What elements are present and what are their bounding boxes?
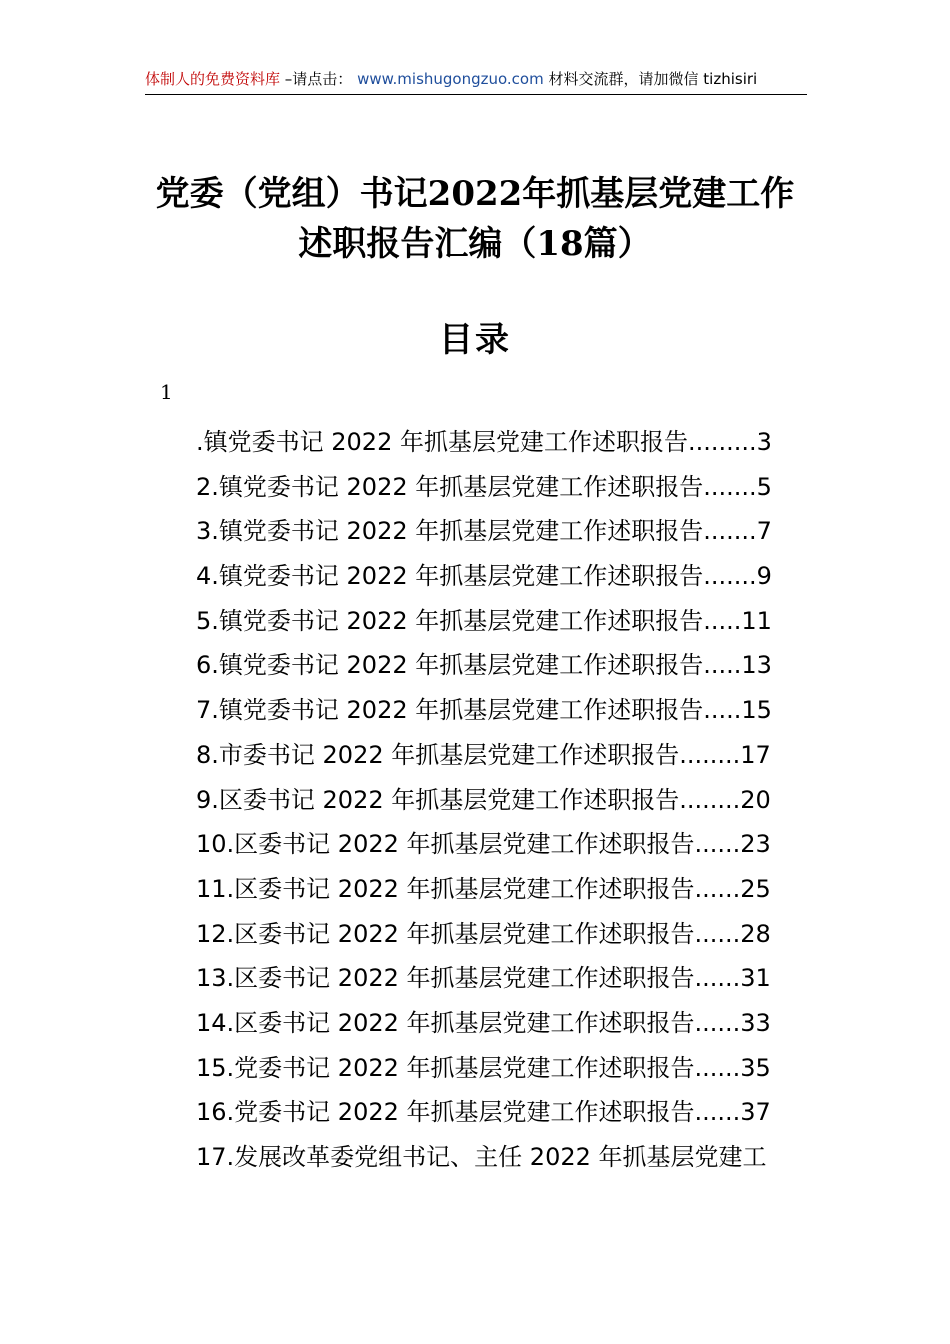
toc-item[interactable]: 13.区委书记 2022 年抓基层党建工作述职报告......31 bbox=[196, 964, 771, 993]
page-header bbox=[145, 68, 807, 95]
toc-item[interactable]: .镇党委书记 2022 年抓基层党建工作述职报告.........3 bbox=[196, 428, 772, 456]
table-of-contents bbox=[196, 420, 808, 1180]
toc-item[interactable]: 3.镇党委书记 2022 年抓基层党建工作述职报告.......7 bbox=[196, 517, 772, 546]
header-url-link[interactable]: www.mishugongzuo.com bbox=[357, 70, 544, 88]
document-title-line1: 党委（党组）书记2022年抓基层党建工作 bbox=[155, 174, 795, 214]
toc-item[interactable]: 14.区委书记 2022 年抓基层党建工作述职报告......33 bbox=[196, 1008, 771, 1037]
toc-item[interactable]: 15.党委书记 2022 年抓基层党建工作述职报告......35 bbox=[196, 1053, 771, 1082]
toc-item[interactable]: 10.区委书记 2022 年抓基层党建工作述职报告......23 bbox=[196, 830, 771, 859]
stray-number: 1 bbox=[160, 380, 173, 404]
toc-heading: 目录 bbox=[439, 320, 511, 360]
toc-item[interactable]: 5.镇党委书记 2022 年抓基层党建工作述职报告.....11 bbox=[196, 606, 772, 635]
toc-item[interactable]: 2.镇党委书记 2022 年抓基层党建工作述职报告.......5 bbox=[196, 472, 772, 501]
header-prefix: –请点击： bbox=[284, 70, 353, 88]
toc-item[interactable]: 4.镇党委书记 2022 年抓基层党建工作述职报告.......9 bbox=[196, 562, 772, 591]
toc-item[interactable]: 11.区委书记 2022 年抓基层党建工作述职报告......25 bbox=[196, 874, 771, 903]
toc-item[interactable]: 16.党委书记 2022 年抓基层党建工作述职报告......37 bbox=[196, 1098, 771, 1127]
toc-item[interactable]: 17.发展改革委党组书记、主任 2022 年抓基层党建工 bbox=[196, 1143, 767, 1171]
toc-item[interactable]: 7.镇党委书记 2022 年抓基层党建工作述职报告.....15 bbox=[196, 696, 772, 725]
header-brand[interactable]: 体制人的免费资料库 bbox=[145, 70, 281, 88]
toc-item[interactable]: 6.镇党委书记 2022 年抓基层党建工作述职报告.....13 bbox=[196, 651, 772, 680]
document-title-line2: 述职报告汇编（18篇） bbox=[298, 224, 652, 264]
header-suffix: 材料交流群，请加微信 tizhisiri bbox=[548, 70, 758, 88]
toc-item[interactable]: 9.区委书记 2022 年抓基层党建工作述职报告........20 bbox=[196, 785, 771, 814]
toc-item[interactable]: 12.区委书记 2022 年抓基层党建工作述职报告......28 bbox=[196, 919, 771, 948]
toc-item[interactable]: 8.市委书记 2022 年抓基层党建工作述职报告........17 bbox=[196, 740, 771, 769]
